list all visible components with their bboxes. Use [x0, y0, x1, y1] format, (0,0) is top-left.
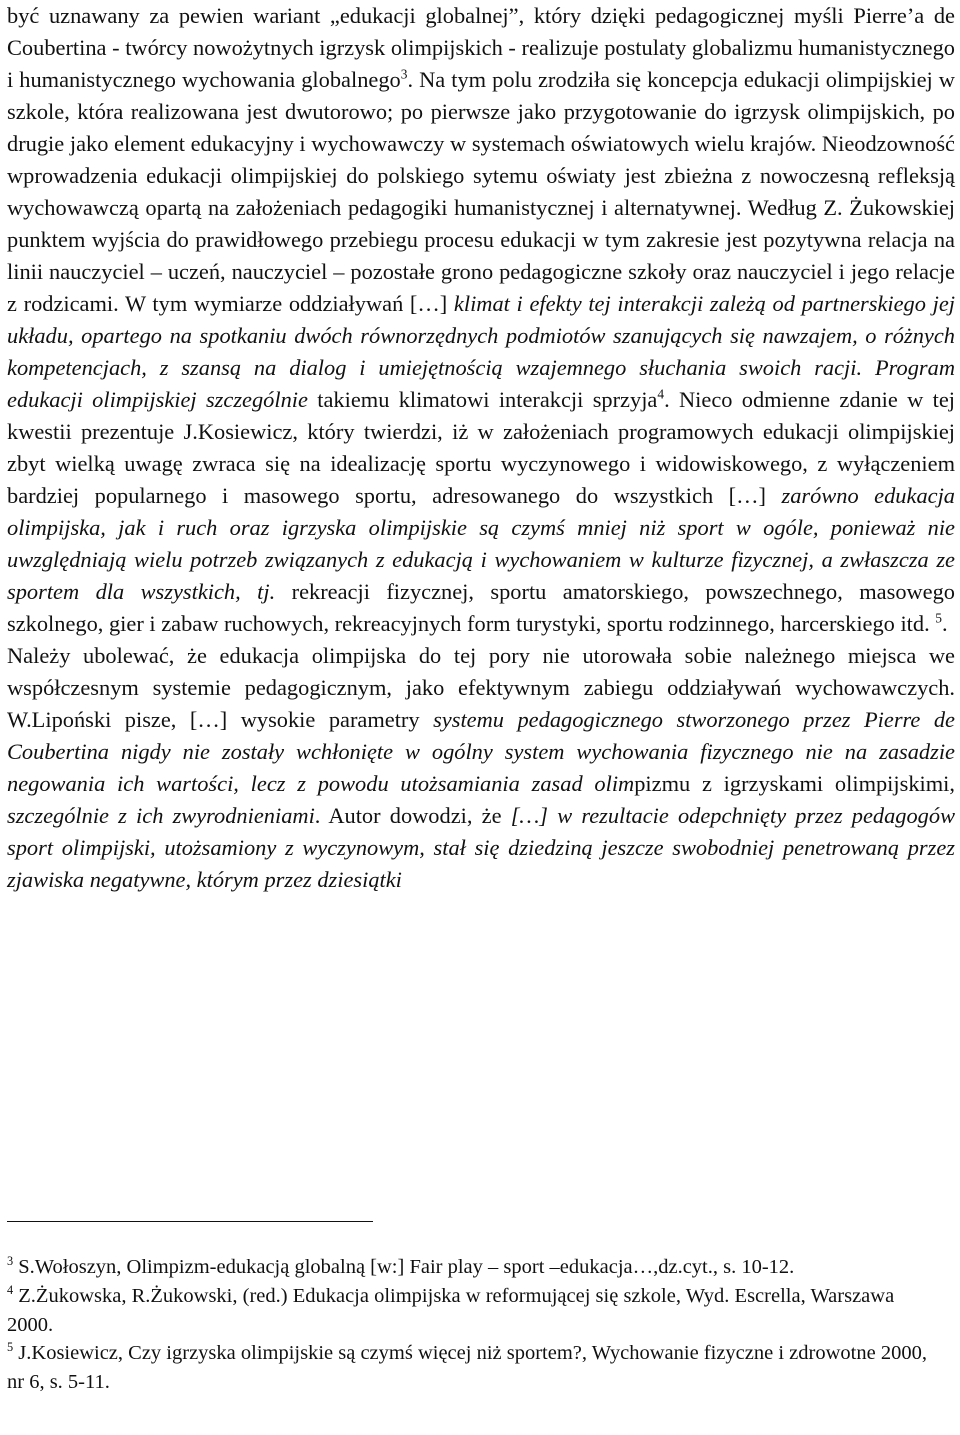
footnote-5: [7, 1339, 937, 1397]
footnote-separator: [7, 1221, 373, 1222]
text-run: być uznawany za pewien wariant „edukacji globalnej”, który dzięki pedagogicznej myśli Pierre’a de Coubertina - twórcy nowożytnych igrzysk olimpijskich - realizuje postulaty globalizmu humanistycznego i humanistycznego wychowania globalnego: [7, 3, 955, 92]
footnotes: [7, 1253, 937, 1397]
main-text: [7, 0, 955, 896]
footnote-ref-3: 3: [400, 66, 408, 82]
footnote-4: [7, 1282, 937, 1340]
footnote-ref-4: 4: [657, 386, 665, 402]
text-run: [572, 803, 581, 828]
quote-italic: zarówno edukacja olimpijska, jak i ruch oraz igrzyska olimpijskie są czymś mniej niż sport w ogóle, ponieważ nie uwzględniają wielu potrzeb związanych z edukacją i wychowaniem w kulturze fizycznej, a zwłaszcza ze sportem dla wszystkich, tj.: [7, 483, 955, 604]
quote-italic: klimat i efekty tej interakcji zależą od partnerskiego jej układu, opartego na spotkaniu dwóch równorzędnych podmiotów szanujących się nawzajem, o różnych kompetencjach, z szansą na dialog i umiejętnością wzajemnego słuchania swoich racji. Program edukacji olimpijskiej szczególnie: [7, 291, 956, 412]
text-run: pizmu z igrzyskami olimpijskimi,: [634, 771, 955, 796]
footnote-text: Z.Żukowska, R.Żukowski, (red.) Edukacja olimpijska w reformującej się szkole, Wyd. Escrella, Warszawa 2000.: [7, 1284, 895, 1336]
paragraph-2: [7, 640, 955, 896]
quote-italic: rezultacie odepchnięty przez pedagogów sport olimpijski, utożsamiony z wyczynowym, stał się dziedziną jeszcze swobodniej penetrowaną przez zjawiska negatywne, którym przez dziesiątki: [7, 803, 955, 892]
text-run: takiemu klimatowi interakcji sprzyja: [307, 387, 658, 412]
footnote-number: 3: [7, 1254, 14, 1269]
document-page: [7, 0, 955, 896]
quote-italic: systemu pedagogicznego stworzonego przez Pierre de Coubertina nigdy nie zostały wchłonięte w ogólny system wychowania fizycznego nie na zasadzie negowania ich wartości, lecz z powodu utożsamiania zasad olim: [7, 707, 955, 796]
footnote-ref-5: 5: [935, 610, 943, 626]
quote-italic: […] w: [510, 803, 573, 828]
footnote-number: 4: [7, 1282, 14, 1297]
footnote-text: S.Wołoszyn, Olimpizm-edukacją globalną [w:] Fair play – sport –edukacja…,dz.cyt., s. 10-12.: [13, 1256, 795, 1278]
footnote-number: 5: [7, 1340, 14, 1355]
text-run: Należy ubolewać, że edukacja olimpijska do tej pory nie utorowała sobie należnego miejsca we współczesnym systemie pedagogicznym, jako efektywnym zabiegu oddziaływań wychowawczych. W.Lipoński pisze, […] wysokie parametry: [7, 643, 955, 732]
text-run: rekreacji fizycznej, sportu amatorskiego, powszechnego, masowego szkolnego, gier i zabaw ruchowych, rekreacyjnych form turystyki, sportu rodzinnego, harcerskiego itd.: [7, 579, 956, 636]
text-run: . Autor dowodzi, że: [314, 803, 511, 828]
quote-italic: szczególnie z ich zwyrodnieniami: [7, 803, 315, 828]
text-run: . Nieco odmienne zdanie w tej kwestii prezentuje J.Kosiewicz, który twierdzi, iż w założeniach programowych edukacji olimpijskiej zbyt wielką uwagę zwraca się na idealizację sportu wyczynowego i widowiskowego, z wyłączeniem bardziej popularnego i masowego sportu, adresowanego do wszystkich […]: [7, 387, 956, 508]
footnote-text: J.Kosiewicz, Czy igrzyska olimpijskie są czymś więcej niż sportem?, Wychowanie fizyczne i zdrowotne 2000, nr 6, s. 5-11.: [7, 1342, 927, 1394]
footnote-3: [7, 1253, 937, 1282]
text-run: . Na tym polu zrodziła się koncepcja edukacji olimpijskiej w szkole, która realizowana jest dwutorowo; po pierwsze jako przygotowanie do igrzysk olimpijskich, po drugie jako element edukacyjny i wychowawczy w systemach oświatowych wielu krajów. Nieodzowność wprowadzenia edukacji olimpijskiej do polskiego sytemu oświaty jest zbieżna z nowoczesną refleksją wychowawczą opartą na założeniach pedagogiki humanistycznej i alternatywnej. Według Z. Żukowskiej punktem wyjścia do prawidłowego przebiegu procesu edukacji w tym zakresie jest pozytywna relacja na linii nauczyciel – uczeń, nauczyciel – pozostałe grono pedagogiczne szkoły oraz nauczyciel i jego relacje z rodzicami. W tym wymiarze oddziaływań […]: [7, 67, 955, 316]
text-run: .: [942, 611, 948, 636]
paragraph-1: [7, 0, 955, 640]
